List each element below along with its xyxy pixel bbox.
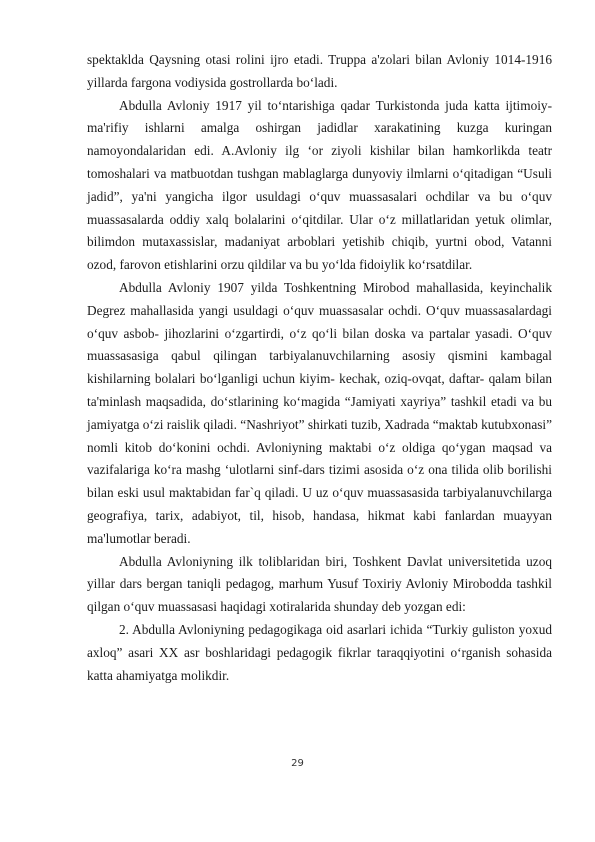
paragraph-3: Abdulla Avloniy 1907 yilda Toshkentning Mirobod mahallasida, keyinchalik Degrez mahallasida yangi usuldagi o‘quv muassasalar ochdi. O‘quv muassasalardagi o‘quv asbob- jihozlarini o‘zgartirdi, o‘z qo‘li bilan doska va partalar yasadi. O‘quv muassasasiga qabul qilingan tarbiyalanuvchilarning asosiy qismini kambagal kishilarning bolalari bo‘lganligi uchun kiyim- kechak, oziq-ovqat, daftar- qalam bilan ta'minlash maqsadida, do‘stlarining ko‘magida “Jamiyati xayriya” tashkil etadi va bu jamiyatga o‘zi raislik qiladi. “Nashriyot” shirkati tuzib, Xadrada “maktab kutubxonasi” nomli kitob do‘konini ochdi. Avloniyning maktabi o‘z oldiga qo‘ygan maqsad va vazifalariga ko‘ra mashg ‘ulotlarni sinf-dars tizimi asosida o‘z ona tilida olib borilishi bilan eski usul maktabidan far`q qiladi. U uz o‘quv muassasasida tarbiyalanuvchilarga geografiya, tarix, adabiyot, til, hisob, handasa, hikmat kabi fanlardan muayyan ma'lumotlar beradi.	[87, 279, 552, 546]
paragraph-2: Abdulla Avloniy 1917 yil to‘ntarishiga qadar Turkistonda juda katta ijtimoiy- ma'rifiy ishlarni amalga oshirgan jadidlar xarakatining kuzga kuringan namoyondalaridan edi. A.Avloniy ilg ‘or ziyoli kishilar bilan hamkorlikda teatr tomoshalari va matbuotdan tushgan mablaglarga dunyoviy ilmlarni o‘qitadigan “Usuli jadid”, ya'ni yangicha ilgor usuldagi o‘quv muassasalari ochdilar va bu o‘quv muassasalarda oddiy xalq bolalarini o‘qitdilar. Ular o‘z millatlaridan yetuk olimlar, bilimdon mutaxassislar, madaniyat arboblari yetishib chiqib, yurtni obod, Vatanni ozod, farovon etishlarini orzu qildilar va bu yo‘lda fidoiylik ko‘rsatdilar.	[87, 97, 552, 273]
body-text	[87, 49, 552, 687]
paragraph-4: Abdulla Avloniyning ilk toliblaridan biri, Toshkent Davlat universitetida uzoq yillar dars bergan taniqli pedagog, marhum Yusuf Toxiriy Avloniy Mirobodda tashkil qilgan o‘quv muassasasi haqidagi xotiralarida shunday deb yozgan edi:	[87, 553, 552, 615]
paragraph-5: 2. Abdulla Avloniyning pedagogikaga oid asarlari ichida “Turkiy guliston yoxud axloq” asari XX asr boshlaridagi pedagogik fikrlar taraqqiyotini o‘rganish sohasida katta ahamiyatga molikdir.	[87, 621, 552, 683]
paragraph-1: spektaklda Qaysning otasi rolini ijro etadi. Truppa a'zolari bilan Avloniy 1014-1916 yillarda fargona vodiysida gostrollarda bo‘ladi.	[87, 52, 552, 90]
page-number: 29	[291, 758, 304, 769]
